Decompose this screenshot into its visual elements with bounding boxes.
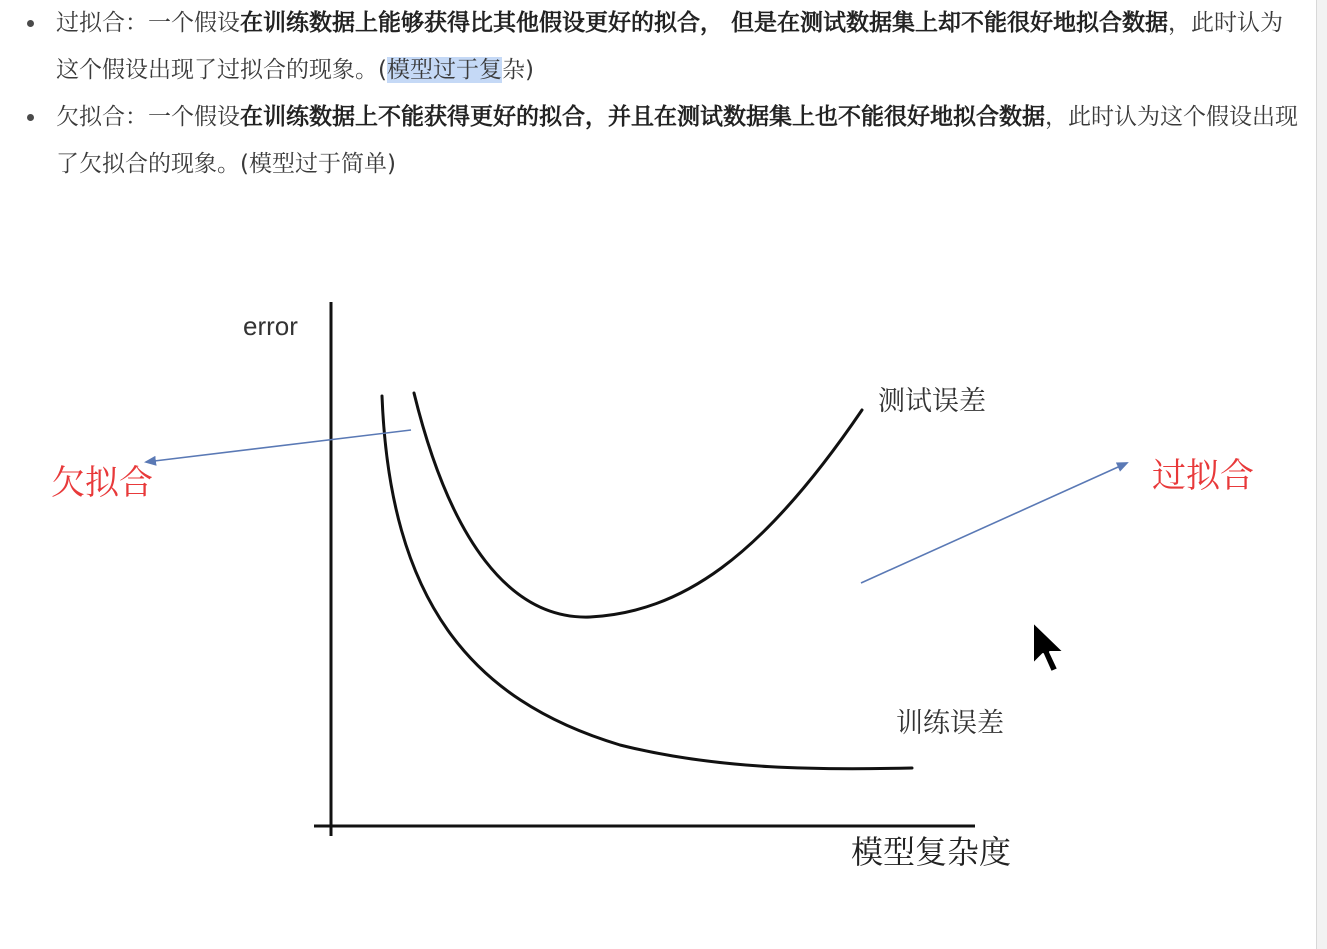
window-right-edge — [1316, 0, 1327, 949]
underfit-bold-text: 在训练数据上不能获得更好的拟合，并且在测试数据集上也不能很好地拟合数据 — [240, 104, 1045, 130]
overfit-colon: ： — [125, 10, 148, 36]
overfit-label: 过拟合 — [1152, 456, 1254, 496]
text-selection-highlight[interactable]: 模型过于复 — [386, 57, 502, 83]
overfit-tail-text: 杂) — [501, 57, 534, 83]
underfit-term: 欠拟合 — [56, 104, 125, 130]
underfit-arrow — [146, 430, 411, 462]
mouse-pointer-icon — [1029, 620, 1069, 676]
test-error-label: 测试误差 — [878, 386, 986, 417]
underfit-colon: ： — [125, 104, 148, 130]
overfit-term: 过拟合 — [56, 10, 125, 36]
test-error-curve — [414, 393, 862, 617]
overfit-intro: 一个假设 — [148, 10, 240, 36]
overfit-arrow — [861, 463, 1127, 583]
x-axis-label: 模型复杂度 — [851, 833, 1012, 871]
overfit-bold-text: 在训练数据上能够获得比其他假设更好的拟合， 但是在测试数据集上却不能很好地拟合数据 — [240, 10, 1169, 36]
overfit-rest-text: ，此时认为这个假设出现了过拟合的现象。( — [56, 10, 1284, 83]
underfit-rest-text: ，此时认为这个假设出现了欠拟合的现象。(模型过于简单) — [56, 104, 1298, 177]
underfit-label: 欠拟合 — [51, 463, 153, 503]
y-axis-label: error — [243, 311, 298, 341]
underfit-intro: 一个假设 — [148, 104, 240, 130]
training-error-label: 训练误差 — [896, 708, 1004, 739]
